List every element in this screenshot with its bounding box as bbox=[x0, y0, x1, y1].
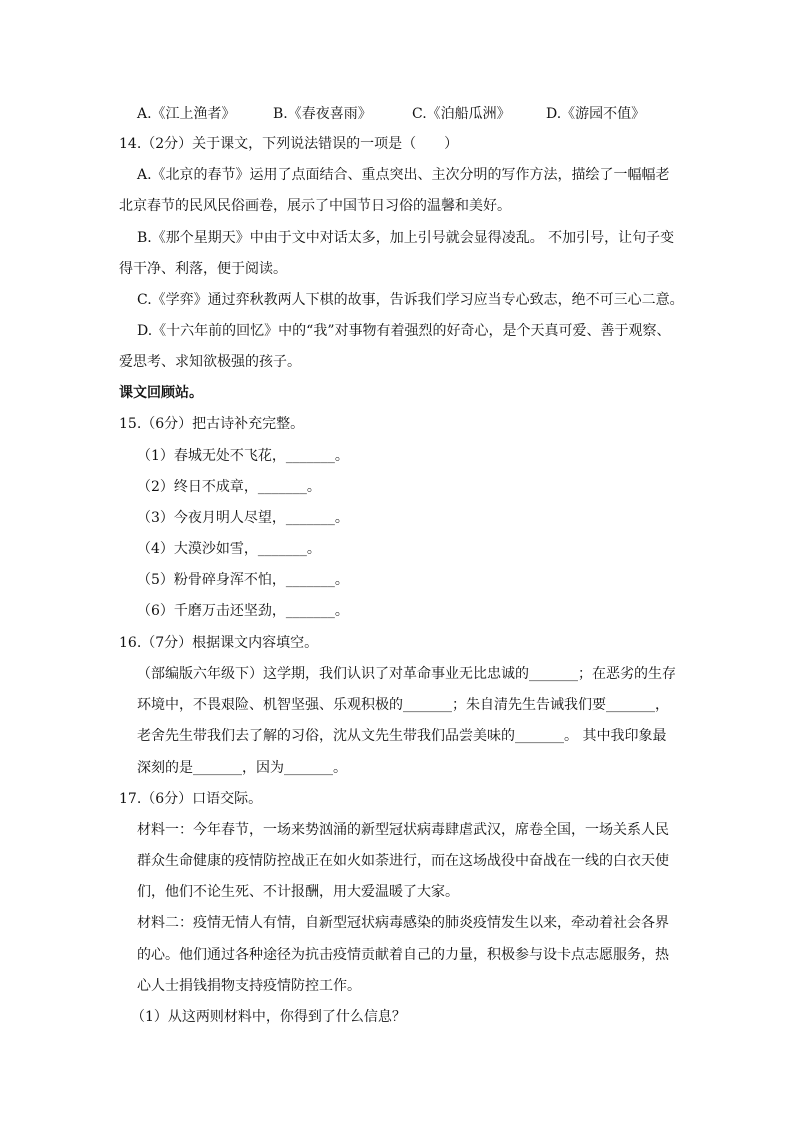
q17-material2-line3: 心人士捐钱捐物支持疫情防控工作。 bbox=[137, 978, 361, 994]
q16-line-4: 深刻的是_______，因为_______。 bbox=[137, 760, 347, 776]
q14-option-d-line1: D.《十六年前的回忆》中的“我”对事物有着强烈的好奇心，是个天真可爱、善于观察、 bbox=[137, 323, 671, 339]
q17-material2-line1: 材料二：疫情无情人有情，自新型冠状病毒感染的肺炎疫情发生以来，牵动着社会各界 bbox=[137, 915, 669, 931]
q13-option-d: D.《游园不值》 bbox=[546, 106, 646, 122]
q15-item-1: （1）春城无处不飞花，_______。 bbox=[137, 448, 349, 464]
q15-item-5: （5）粉骨碎身浑不怕，_______。 bbox=[137, 572, 349, 588]
q17-material1-line3: 们，他们不论生死、不计报酬，用大爱温暖了大家。 bbox=[137, 884, 459, 900]
q17-material2-line2: 的心。他们通过各种途径为抗击疫情贡献着自己的力量，积极参与设卡点志愿服务，热 bbox=[137, 947, 669, 963]
q15-stem: 15.（6分）把古诗补充完整。 bbox=[119, 416, 305, 432]
q15-item-3: （3）今夜月明人尽望，_______。 bbox=[137, 510, 349, 526]
q13-option-c: C.《泊船瓜洲》 bbox=[412, 106, 511, 122]
q15-item-6: （6）千磨万击还坚劲，_______。 bbox=[137, 603, 349, 619]
q17-material1-line2: 群众生命健康的疫情防控战正在如火如荼进行，而在这场战役中奋战在一线的白衣天使 bbox=[137, 853, 669, 869]
q16-line-3: 老舍先生带我们去了解的习俗，沈从文先生带我们品尝美味的_______。 其中我印象最 bbox=[137, 728, 667, 744]
section-heading: 课文回顾站。 bbox=[119, 385, 203, 401]
q13-option-a: A.《江上渔者》 bbox=[137, 106, 236, 122]
q16-line-1: （部编版六年级下）这学期，我们认识了对革命事业无比忠诚的_______；在恶劣的生存 bbox=[137, 666, 676, 682]
q17-stem: 17.（6分）口语交际。 bbox=[119, 791, 263, 807]
q17-material1-line1: 材料一：今年春节，一场来势汹涌的新型冠状病毒肆虐武汉，席卷全国，一场关系人民 bbox=[137, 822, 669, 838]
q14-option-b-line1: B.《那个星期天》中由于文中对话太多，加上引号就会显得凌乱。 不加引号，让句子变 bbox=[137, 230, 675, 246]
q14-option-a-line2: 北京春节的民风民俗画卷，展示了中国节日习俗的温馨和美好。 bbox=[119, 198, 511, 214]
q16-line-2: 环境中，不畏艰险、机智坚强、乐观积极的_______；朱自清先生告诫我们要_______， bbox=[137, 697, 669, 713]
q14-option-d-line2: 爱思考、求知欲极强的孩子。 bbox=[119, 354, 301, 370]
q14-stem: 14.（2分）关于课文，下列说法错误的一项是（ ） bbox=[119, 136, 459, 152]
q16-stem: 16.（7分）根据课文内容填空。 bbox=[119, 635, 319, 651]
q14-option-a-line1: A.《北京的春节》运用了点面结合、重点突出、主次分明的写作方法，描绘了一幅幅老 bbox=[137, 167, 670, 183]
q14-option-c-line1: C.《学弈》通过弈秋教两人下棋的故事，告诉我们学习应当专心致志，绝不可三心二意。 bbox=[137, 292, 684, 308]
q14-option-b-line2: 得干净、利落，便于阅读。 bbox=[119, 261, 287, 277]
q17-subquestion-1: （1）从这两则材料中，你得到了什么信息？ bbox=[131, 1009, 406, 1025]
q15-item-4: （4）大漠沙如雪，_______。 bbox=[137, 541, 321, 557]
q15-item-2: （2）终日不成章，_______。 bbox=[137, 479, 321, 495]
q13-option-b: B.《春夜喜雨》 bbox=[273, 106, 372, 122]
